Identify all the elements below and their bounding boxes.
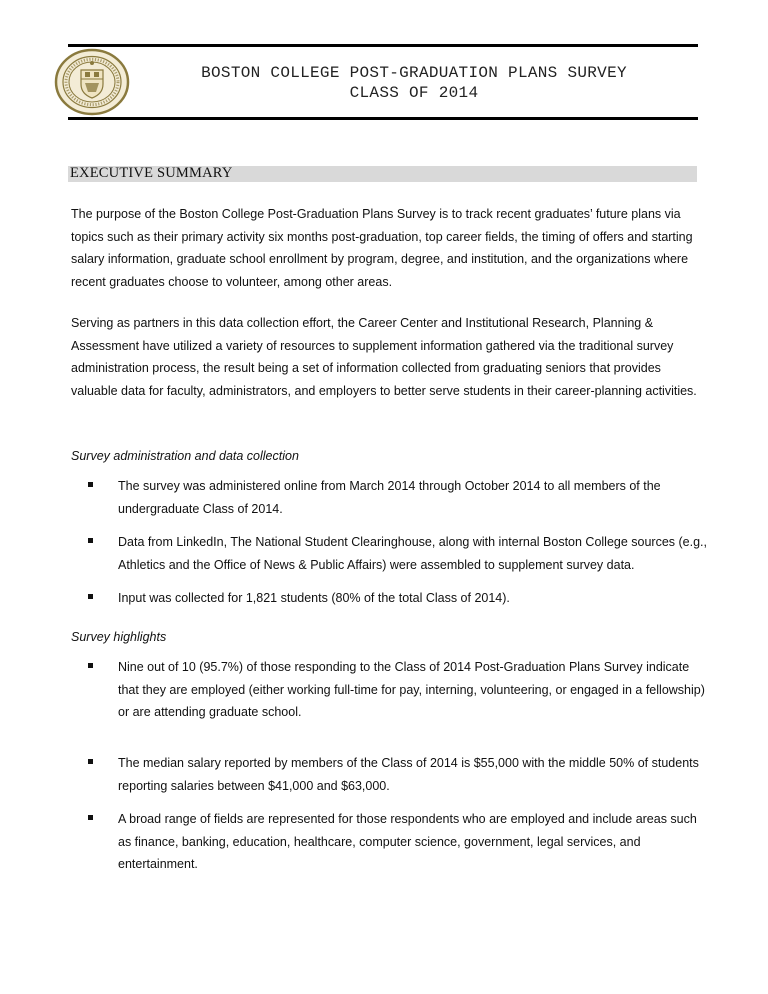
bullet-square-icon [88, 538, 93, 543]
header-top-rule [68, 44, 698, 47]
bullet-square-icon [88, 815, 93, 820]
list-item-text: A broad range of fields are represented for those respondents who are employed and include areas such as finance, banking, education, healthcare, computer science, government, legal services, and entertainment. [118, 812, 697, 871]
document-title [0, 63, 768, 103]
bullet-square-icon [88, 759, 93, 764]
section-title: EXECUTIVE SUMMARY [70, 165, 233, 181]
purpose-paragraph: The purpose of the Boston College Post-Graduation Plans Survey is to track recent graduates’ future plans via topics such as their primary activity six months post-graduation, top career fields, the timing of offers and starting salary information, graduate school enrollment by program, degree, and institution, and the organizations where recent graduates choose to volunteer, among other areas. [71, 207, 693, 289]
document-title-line-1: BOSTON COLLEGE POST-GRADUATION PLANS SURVEY [201, 64, 627, 82]
bullet-square-icon [88, 663, 93, 668]
bullet-square-icon [88, 482, 93, 487]
document-title-line-2: CLASS OF 2014 [349, 84, 479, 102]
list-item-text: Nine out of 10 (95.7%) of those responding to the Class of 2014 Post-Graduation Plans Survey indicate that they are employed (either working full-time for pay, interning, volunteering, or engaged in a fellowship) or are attending graduate school. [118, 660, 705, 719]
partners-paragraph: Serving as partners in this data collection effort, the Career Center and Institutional Research, Planning & Assessment have utilized a variety of resources to supplement information gathered via the traditional survey administration process, the result being a set of information collected from graduating seniors that provides valuable data for faculty, administrators, and employers to better serve students in their career-planning activities. [71, 316, 697, 398]
survey-highlights-heading: Survey highlights [71, 630, 167, 644]
list-item-text: The survey was administered online from March 2014 through October 2014 to all members of the undergraduate Class of 2014. [118, 479, 661, 516]
list-item-text: The median salary reported by members of the Class of 2014 is $55,000 with the middle 50% of students reporting salaries between $41,000 and $63,000. [118, 756, 699, 793]
bullet-square-icon [88, 594, 93, 599]
list-item-text: Input was collected for 1,821 students (80% of the total Class of 2014). [118, 591, 510, 605]
survey-admin-heading: Survey administration and data collection [71, 449, 299, 463]
list-item-text: Data from LinkedIn, The National Student Clearinghouse, along with internal Boston College sources (e.g., Athletics and the Office of News & Public Affairs) were assembled to supplement survey data. [118, 535, 708, 572]
header-bottom-rule [68, 117, 698, 120]
